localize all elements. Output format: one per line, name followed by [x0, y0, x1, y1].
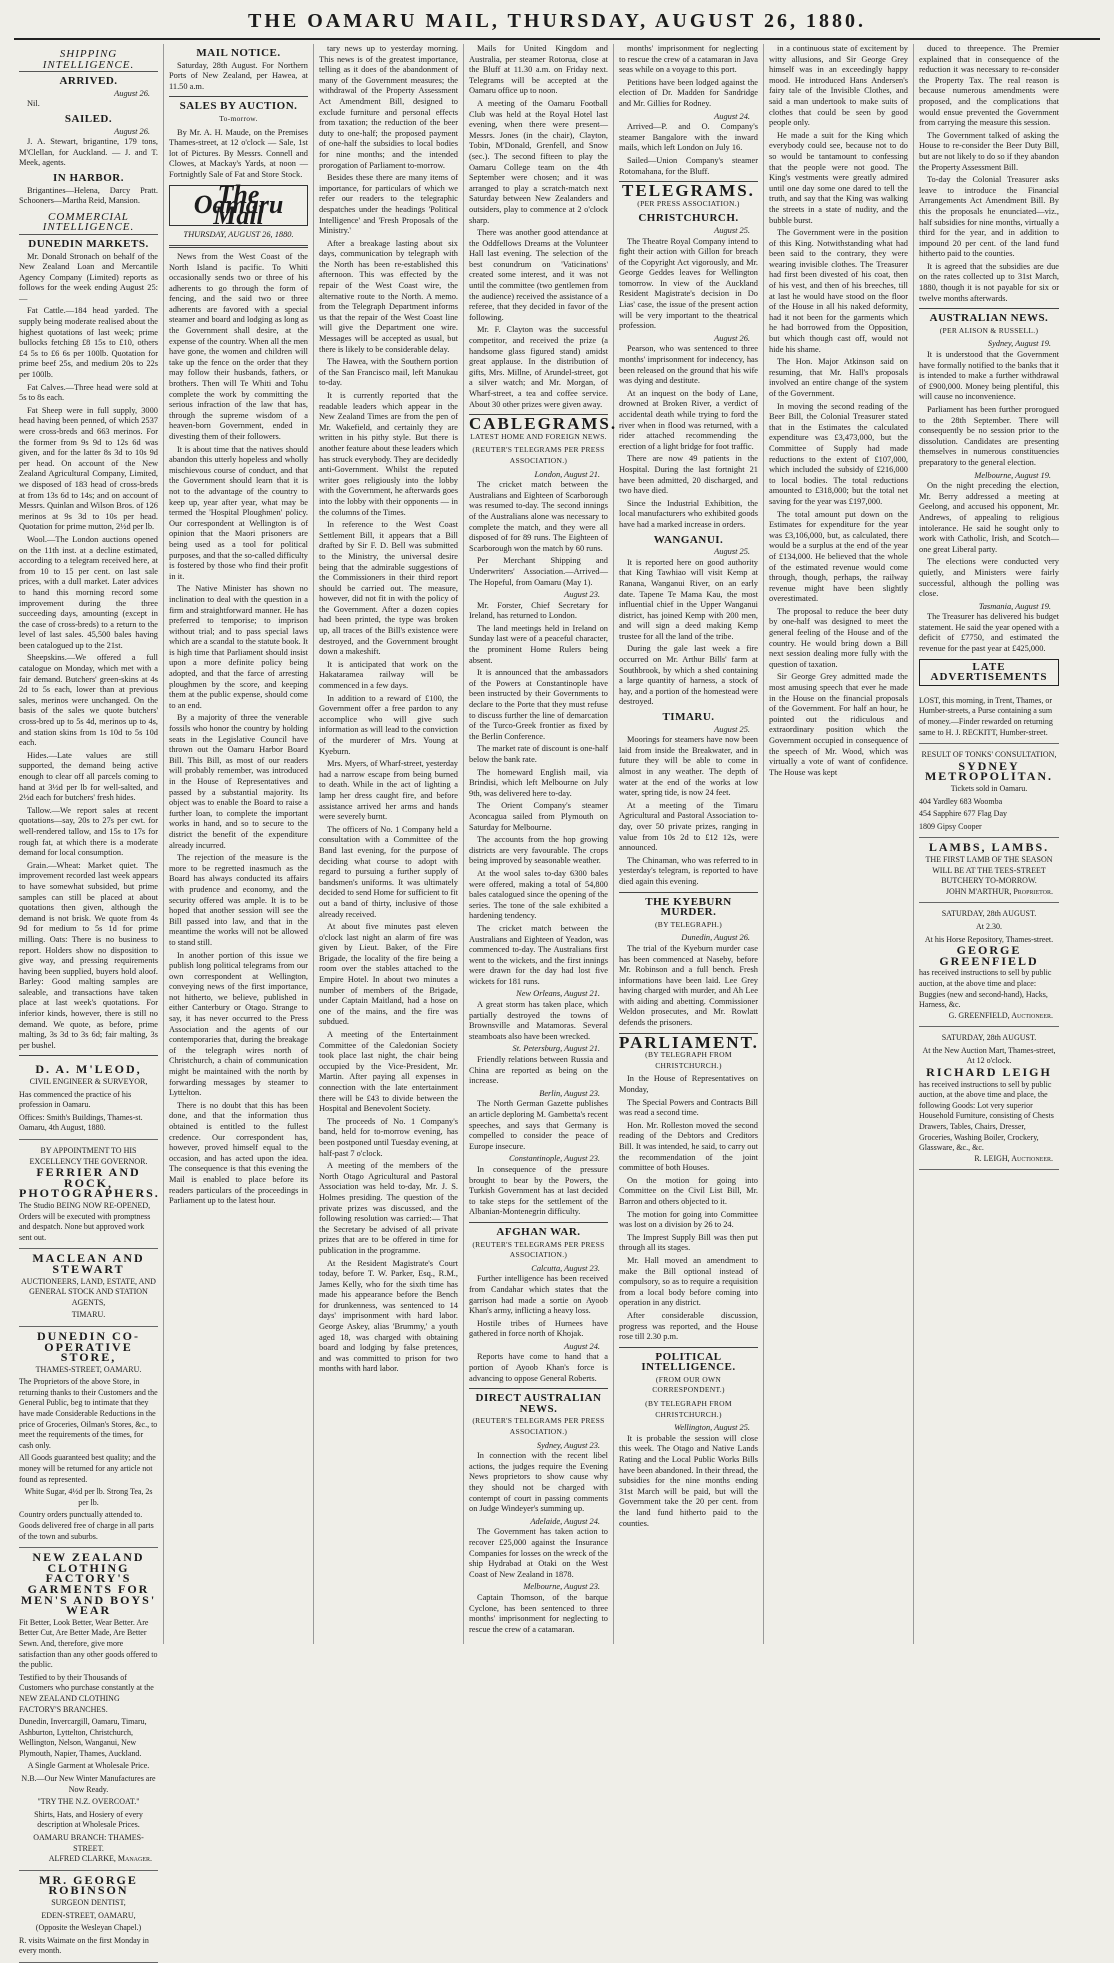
dateline: London, August 21. — [534, 469, 600, 479]
divider — [619, 892, 758, 893]
advert-dentist-name: MR. GEORGE ROBINSON — [39, 1872, 138, 1898]
sales-subheading: To-morrow. — [219, 113, 258, 123]
advert-lost — [919, 690, 1059, 744]
advert-dentist-address: EDEN-STREET, OAMARU, — [41, 1910, 136, 1920]
news-paragraph: Sir George Grey admitted made the most amusing speech that ever he made in the House on the financial proposals of the Government. For half an hour, he pointed out the ridiculous and extraordinary position which the Government occupied in consequence of the speech of Mr. Wood, which was virtually a vote of want of confidence. The House was kept — [769, 672, 908, 777]
leader-paragraph: By a majority of three the venerable fossils who honor the country by holding seats in the Legislative Council have thrown out the Oamaru Harbor Board Bill. This Bill, as most of our readers will probably remember, was introduced in the House of Representatives and passed by a substantial majority. Its object was to enable the Board to raise a further loan, to complete the important works in hand, and so to secure to the district the benefit of the expenditure already incurred. — [169, 713, 308, 850]
news-paragraph: At about five minutes past eleven o'clock last night an alarm of fire was given by Lieut. Baker, of the Fire Brigade, the locality of the fire being a room over the stables attached to the Empire Hotel. In about two minutes a number of members of the Brigade, under Captain Maitland, had a hose on one of the mains, and the fire was subdued. — [319, 922, 458, 1027]
leader-paragraph: There is no doubt that this has been done, and that the information thus obtained is entitled to the fullest credence. Our correspondent has, however, proved himself equal to the occasion, and has acted upon the idea. The consequence is that this evening the Mail is enabled to place before its readers particulars of the proceedings in Parliament up to the latest hour. — [169, 1100, 308, 1206]
advert-sydney-heading: RESULT OF TONKS' CONSULTATION, — [921, 750, 1057, 760]
news-paragraph: in a continuous state of excitement by witty allusions, and Sir George Grey himself was in an exceedingly happy mood. He introduced Hans Andersen's fairy tale of the Invisible Clothes, and said a man undertook to make suits of clothes that could be seen by good people only. — [769, 44, 908, 128]
divider — [169, 96, 308, 97]
news-paragraph: The proposal to reduce the beer duty by one-half was designed to meet the general feeling of the House and of the country. He would bring down a Bill next session dealing more fully with the question of taxation. — [769, 606, 908, 669]
cable-paragraph: The accounts from the hop growing districts are very favourable. The crops being improved by seasonable weather. — [469, 835, 608, 866]
cable-paragraph: The cricket match between the Australians and Eighteen of Yeadon, was commenced to-day. The Australians first went to the wickets, and the first innings were drawn for the day had lost five wickets for 181 runs. — [469, 923, 608, 986]
advert-coop-tail: Country orders punctually attended to. Goods delivered free of charge in all parts of the town and suburbs. — [19, 1510, 154, 1541]
telegram-paragraph: Pearson, who was sentenced to three months' imprisonment for indecency, has been released on the ground that his wife was dying and destitute. — [619, 344, 758, 386]
dateline: Sydney, August 23. — [536, 1440, 600, 1450]
news-paragraph: The Hon. Major Atkinson said on resuming, that Mr. Hall's proposals involved an entire change of the system of the Government. — [769, 357, 908, 398]
column-7 — [914, 44, 1064, 1644]
advert-greenfield-signature: G. GREENFIELD, Auctioneer. — [948, 1010, 1053, 1020]
divider — [19, 1055, 158, 1056]
advert-sydney-consultation — [919, 744, 1059, 838]
sales-body: By Mr. A. H. Maude, on the Premises Thames-street, at 12 o'clock — Sale, 1st lot of Pictures. By Messrs. Connell and Clowes, at Mackay's Yards, at noon — Fortnightly Sale of Fat and Store Stock. — [169, 127, 308, 179]
news-paragraph: To-day the Colonial Treasurer asks leave to introduce the Financial Arrangements Act Amendment Bill. By this the proposals he enunciated—viz., half subsidies for nine months, virtually a third for the year, and in addition to impound 20 per cent. of the land fund hitherto paid to the counties. — [919, 175, 1059, 259]
australian-news-heading: AUSTRALIAN NEWS. — [929, 312, 1049, 325]
cable-paragraph: The market rate of discount is one-half below the bank rate. — [469, 744, 608, 764]
telegram-paragraph: The Theatre Royal Company intend to fight their action with Gillon for breach of the Copyright Act vigorously, and Mr. George Geddes leaves for Wellington tomorrow. In view of the Auckland Resident Magistrate's decision in Do Lias' case, the issue of the present action will be very important to the theatrical profession. — [619, 236, 758, 331]
telegram-paragraph: At an inquest on the body of Lane, drowned at Broken River, a verdict of accidental death while trying to ford the river when in flood was returned, with a rider attached recommending the erection of a light bridge for foot traffic. — [619, 388, 758, 451]
political-subcredit: (BY TELEGRAPH FROM CHRISTCHURCH.) — [645, 1399, 732, 1419]
kyeburn-paragraph: The trial of the Kyeburn murder case has been commenced at Naseby, before Mr. Robinson and a full bench. Fresh informations have been laid. Lee Grey having charged with murder, and Ah Lee with aiding and abetting. Commissioner Weldon prosecutes, and Mr. Rowlatt defends the prisoners. — [619, 943, 758, 1028]
advert-dentist-title: SURGEON DENTIST, — [51, 1898, 126, 1907]
advert-leigh-place: At the New Auction Mart, Thames-street, At 12 o'clock. — [922, 1045, 1056, 1066]
cable-paragraph: The cricket match between the Australians and Eighteen of Scarborough was resumed to-day. The second innings of the Australians alone was necessary to complete the match, and they were all disposed of for 89 runs. The Eighteen of Scarborough won the match by 60 runs. — [469, 480, 608, 553]
advert-mcleod — [19, 1060, 158, 1140]
kyeburn-heading: THE KYEBURN MURDER. — [645, 895, 732, 919]
advert-sydney-line: 1809 Gipsy Cooper — [919, 821, 982, 831]
political-heading: POLITICAL INTELLIGENCE. — [641, 1350, 736, 1374]
telegram-paragraph: Since the Industrial Exhibition, the local manufacturers who exhibited goods have had a marked increase in orders. — [619, 498, 758, 529]
dateline: August 23. — [564, 590, 600, 600]
markets-paragraph: Fat Cattle.—184 head yarded. The supply being moderate realised about the highest quotations of last week; prime bullocks fetching £8 15s to £10, others £4 5s to £6 6s per 100lb. Quotation for prime beef 25s, and medium 20s to 22s per 100lb. — [19, 306, 158, 380]
newspaper-flag: The Oamaru Mail — [169, 185, 308, 227]
telegram-paragraph: It is reported here on good authority that King Tawhiao will visit Kemp at Ranana, Wanganui River, on an early date. Tapene Te Mama Kau, the most influential chief in the Upper Wanganui district, has joined Kemp with 200 men, and will sign a deed making Kemp trustee for all the land of the tribe. — [619, 557, 758, 641]
advert-photographers-firm: FERRIER AND ROCK, PHOTOGRAPHERS. — [19, 1165, 160, 1201]
advert-clothing-note: Testified to by their Thousands of Customers who purchase constantly at the NEW ZEALAND CLOTHING FACTORY'S BRANCHES. — [19, 1672, 154, 1714]
australian-paragraph: The elections were conducted very quietly, and Ministers were fairly successful, although the polling was close. — [919, 557, 1059, 599]
cablegrams-credit: (REUTER'S TELEGRAMS PER PRESS ASSOCIATION.) — [472, 445, 605, 465]
news-paragraph: The officers of No. 1 Company held a consultation with a Committee of the Band last evening, for the purpose of deciding what course to adopt with regard to pursuing a further supply of bandsmen's uniforms. It was ultimately decided to send Home for sufficient to fit out a band of thirty, inclusive of those already received. — [319, 824, 458, 919]
news-paragraph: It is anticipated that work on the Hakataramea railway will be commenced in a few days. — [319, 659, 458, 691]
advert-dentist — [19, 1871, 158, 1963]
dateline: Melbourne, August 23. — [523, 1582, 600, 1592]
advert-coop-store — [19, 1327, 158, 1548]
dateline: August 25. — [714, 724, 750, 734]
advert-photographers — [19, 1140, 158, 1249]
telegram-paragraph: There are now 49 patients in the Hospital. During the last fortnight 21 have been admitted, 20 discharged, and two have died. — [619, 454, 758, 496]
australian-paragraph: The Treasurer has delivered his budget statement. He said the year opened with a deficit of £7750, and estimated the revenue for the past year at £425,000. — [919, 612, 1059, 654]
masthead-title: THE OAMARU MAIL, THURSDAY, AUGUST 26, 1880. — [248, 10, 866, 32]
harbor-text: Brigantines—Helena, Darcy Pratt. Schooners—Martha Reid, Mansion. — [19, 185, 158, 206]
advert-coop-heading: DUNEDIN CO-OPERATIVE STORE, — [37, 1328, 140, 1365]
advert-coop-body: The Proprietors of the above Store, in returning thanks to their Customers and the General Public, beg to intimate that they have made Considerable Reductions in the price of Groceries, Oilman's Stores, &c., to meet the requirements of the times, for cash only. — [19, 1377, 158, 1450]
cable-paragraph: The land meetings held in Ireland on Sunday last were of a peaceful character, the prominent Home Rulers being absent. — [469, 623, 608, 665]
kyeburn-credit: (BY TELEGRAPH.) — [655, 919, 722, 929]
advert-lambs-signature: JOHN M'ARTHUR, Proprietor. — [945, 886, 1053, 896]
markets-paragraph: Sheepskins.—We offered a full catalogue on Monday, which met with a fair demand. Butchers' green-skins at 4s 2d to 5s each, lower than at previous sales, merinos were unchanged. On the basis of the sales we quote butchers' cross-bred up to 5s 4d, merinos up to 4s, and station skins from 1s 10d to 5s 10d each. — [19, 653, 158, 748]
column-1 — [14, 44, 164, 1956]
dateline: August 26. — [714, 333, 750, 343]
afghan-paragraph: Reports have come to hand that a portion of Ayoob Khan's force is advancing to oppose General Roberts. — [469, 1352, 608, 1383]
cablegrams-subheading: LATEST HOME AND FOREIGN NEWS. — [470, 431, 607, 441]
parliament-paragraph: Hon. Mr. Rolleston moved the second reading of the Debtors and Creditors Bill. It was intended, he said, to carry out the recommendation of the joint committee of both Houses. — [619, 1120, 758, 1173]
advert-mcleod-body: Has commenced the practice of his profession in Oamaru. — [19, 1089, 132, 1110]
arrived-text: Nil. — [27, 99, 40, 109]
advert-sydney-line: 454 Sapphire 677 Flag Day — [919, 809, 1007, 819]
advert-dentist-note: R. visits Waimate on the first Monday in every month. — [19, 1935, 149, 1956]
afghan-war-heading: AFGHAN WAR. — [496, 1225, 581, 1238]
advert-sydney-line: 404 Yardley 683 Woomba — [919, 796, 1003, 806]
australian-paragraph: It is understood that the Government have formally notified to the banks that it is intended to make a further withdrawal of £900,000. Money being plentiful, this will cause no inconvenience. — [919, 350, 1059, 402]
afghan-war-credit: (REUTER'S TELEGRAMS PER PRESS ASSOCIATION.) — [472, 1239, 605, 1260]
afghan-paragraph: Hostile tribes of Hurnees have gathered in force north of Khojak. — [469, 1318, 608, 1339]
cable-paragraph: At the wool sales to-day 6300 bales were offered, making a total of 54,800 bales catalogued since the opening of the series. The tone of the sale exhibited a hardening tendency. — [469, 868, 608, 921]
advert-sydney-subheading: SYDNEY METROPOLITAN. — [924, 758, 1054, 784]
telegrams-heading: TELEGRAMS. — [622, 181, 755, 201]
news-paragraph: The Government were in the position of this King. Notwithstanding what had been said to the contrary, they were wearing invisible clothes. The Treasurer had first been divested of his coat, then of his vest, and then of his breeches, till at last he would have stood on the floor of the House in all his naked deformity, had it not been for the garments which he had borrowed from the Opposition, but which though cast off, would not hide his shame. — [769, 228, 908, 354]
advert-clothing-manager: ALFRED CLARKE, Manager. — [48, 1854, 152, 1864]
news-paragraph: Mr. F. Clayton was the successful competitor, and received the prize (a handsome glass figured stand) amidst great applause. In the distribution of gifts, Mrs. Millne, of Arundel-street, got a silver watch; and Mr. Morgan, of Wharf-street, a tea and coffee service. About 30 other prizes were given away. — [469, 325, 608, 409]
australian-paragraph: On the night preceding the election, Mr. Berry addressed a meeting at Geelong, and accused his opponent, Mr. Andrews, of appealing to religious intolerance. He said he sought only to work with Catholic, Irish, and Scotch—one great Liberal party. — [919, 481, 1059, 554]
telegram-paragraph: Moorings for steamers have now been laid from inside the Breakwater, and in future they will be able to come in almost in any weather. The depth of water at the end of the works at low water, spring tide, is now 24 feet. — [619, 735, 758, 798]
australian-news-credit: (REUTER'S TELEGRAMS PER PRESS ASSOCIATION.) — [472, 1416, 605, 1437]
dateline: Melbourne, August 19. — [974, 470, 1051, 480]
markets-paragraph: Fat Sheep were in full supply, 3000 head having been penned, of which 2537 were cross-breds and 663 merinos. For the former from 9s 9d to 12s 6d was given, and for the latter 8s 3d to 10s 9d per head. On account of the New Zealand Agricultural Company, Limited, we disposed of 183 head of cross-breds at from 13s 6d to 14s; and on account of Messrs. Quinlan and Wilson Bros. of 126 merinos at 9s 3d to 10s per head. Quotation for prime mutton, 2½d per lb. — [19, 405, 158, 532]
advert-photographers-body: The Studio BEING NOW RE-OPENED, Orders will be executed with promptness and despatch. None but approved work sent out. — [19, 1200, 151, 1242]
advert-maclean-firm: MACLEAN AND STEWART — [32, 1251, 145, 1276]
parliament-paragraph: The motion for going into Committee was lost on a division by 26 to 24. — [619, 1209, 758, 1230]
markets-paragraph: Wool.—The London auctions opened on the 11th inst. at a decline estimated, according to a telegram received here, at from 10 to 15 per cent. on last sale prices, with a dull market. Later advices to hand this morning record some improvement during the three succeeding days, amounting (except in the case of cross-breds) to a return to the level of last sales. 45,500 bales having been catalogued up to the 21st. — [19, 534, 158, 650]
leader-paragraph: The rejection of the measure is the more to be regretted inasmuch as the Board has always conducted its affairs with prudence and economy, and the security offered was ample. It is to be hoped that another session will see the Bill passed into law, and that in the meantime the works will not be allowed to stand still. — [169, 853, 308, 947]
place-heading: CHRISTCHURCH. — [638, 212, 739, 225]
cable-paragraph: The Orient Company's steamer Aconcagua sailed from Plymouth on Saturday for Melbourne. — [469, 801, 608, 832]
cable-paragraph: Friendly relations between Russia and China are reported as being on the increase. — [469, 1055, 608, 1086]
advert-clothing-wholesale: A Single Garment at Wholesale Price. — [27, 1761, 150, 1771]
advert-coop-items: White Sugar, 4½d per lb. Strong Tea, 2s per lb. — [24, 1487, 153, 1507]
parliament-heading: PARLIAMENT. — [619, 1032, 759, 1052]
telegram-paragraph: During the gale last week a fire occurred on Mr. Arthur Bills' farm at Southbrook, by which a shed containing a large quantity of harness, a stock of hay, and a portion of the homestead were destroyed. — [619, 644, 758, 707]
news-paragraph: In addition to a reward of £100, the Government offer a free pardon to any accomplice who will give such information as will lead to the conviction of the murderer of Mrs. Young at Kyeburn. — [319, 693, 458, 756]
dateline: August 25. — [714, 547, 750, 557]
advert-lambs — [919, 838, 1059, 903]
news-paragraph: Besides these there are many items of importance, for particulars of which we refer our readers to the telegraphic despatches under the headings 'Political Intelligence' and 'Fresh Proposals of the Ministry.' — [319, 173, 458, 236]
cable-paragraph: A great storm has taken place, which partially destroyed the towns of Brownsville and Matamoras. Several steamboats also have been wrecked. — [469, 1000, 608, 1041]
dateline: St. Petersburg, August 21. — [512, 1044, 600, 1054]
dateline: Sydney, August 19. — [987, 339, 1051, 349]
dateline: Wellington, August 25. — [674, 1423, 750, 1433]
advert-dentist-opposite: (Opposite the Wesleyan Chapel.) — [35, 1923, 142, 1933]
place-heading: TIMARU. — [662, 711, 715, 724]
advert-greenfield — [919, 903, 1059, 1027]
column-3 — [314, 44, 464, 1644]
columns — [14, 44, 1100, 1956]
news-paragraph: The proceeds of No. 1 Company's band, held for to-morrow evening, has been postponed until Tuesday evening, at half-past 7 o'clock. — [319, 1116, 458, 1158]
news-paragraph: After a breakage lasting about six days, communication by telegraph with the North has been re-established this afternoon. This was effected by the repair of the West Coast wire, the alternative route to the North. A memo. from the Telegraph Department informs us that the repair of the West Coast line will give the Department one wire. Messages will be accepted as usual, but there is likely to be considerable delay. — [319, 238, 458, 354]
parliament-credit: (BY TELEGRAPH FROM CHRISTCHURCH.) — [645, 1050, 732, 1070]
divider — [469, 1388, 608, 1389]
australian-paragraph: Parliament has been further prorogued to the 28th September. There will consequently be no session prior to the dissolution. Candidates are presenting themselves in numerous constituencies preparatory to the general election. — [919, 405, 1059, 467]
cable-paragraph: Mr. Forster, Chief Secretary for Ireland, has returned to London. — [469, 600, 608, 621]
news-paragraph: The total amount put down on the Estimates for expenditure for the year was £3,106,000, but, as calculated, there would be a surplus at the end of the year of £134,000. He believed that the whole of the estimated revenue would come through, though, perhaps, the railway revenue might have been slightly overestimated. — [769, 509, 908, 604]
column-6 — [764, 44, 914, 1644]
advert-lost-body: LOST, this morning, in Trent, Thames, or Humber-streets, a Purse containing a sum of money.—Finder rewarded on returning same to H. J. RECKITT, Humber-street. — [919, 695, 1053, 737]
news-paragraph: The Hawea, with the Southern portion of the San Francisco mail, left Manukau to-day. — [319, 357, 458, 388]
news-paragraph: months' imprisonment for neglecting to rescue the crew of a catamaran in Java seas while on a voyage to this port. — [619, 44, 758, 75]
cable-paragraph: It is announced that the ambassadors of the Powers at Constantinople have been instructed by their Governments to declare to the Porte that they must refuse to discuss further the line of demarcation of the Turco-Greek frontier as fixed by the Berlin Conference. — [469, 668, 608, 741]
news-paragraph: He made a suit for the King which everybody could see, because not to do so would be tantamount to confessing that the people were not good. The King's vestments were greatly admired until one day some one dared to tell the truth, and say that the King was walking the streets in a state of nudity, and the bubble burst. — [769, 130, 908, 225]
advert-clothing-heading: NEW ZEALAND CLOTHING FACTORY'S GARMENTS FOR MEN'S AND BOYS' WEAR — [20, 1550, 157, 1618]
news-paragraph: It is currently reported that the readable leaders which appear in the New Zealand Times are from the pen of Mr. Wakefield, and certainly they are written in his pithy style. But there is another feature about these leaders which has struck everybody. They are decidedly anti-Government. Whilst the reputed writer goes religiously into the lobby with the Government, he afterwards goes into the lobby with their opponents — in the columns of the Times. — [319, 391, 458, 517]
advert-greenfield-time: At 2.30. — [976, 921, 1002, 931]
dateline: August 24. — [714, 111, 750, 121]
advert-clothing-shirts: Shirts, Hats, and Hosiery of every description at Wholesale Prices. — [34, 1809, 143, 1830]
advert-clothing-overcoat: "TRY THE N.Z. OVERCOAT." — [37, 1797, 140, 1807]
dateline: Constantinople, August 23. — [508, 1154, 600, 1164]
dateline: August 24. — [564, 1341, 600, 1351]
news-paragraph: duced to threepence. The Premier explained that in consequence of the reduction it was necessary to re-consider the Property Tax. The real reason is because numerous amendments were proposed, and the complications that would ensue prevented the Government from carrying the measure this session. — [919, 44, 1059, 128]
news-paragraph: Sailed—Union Company's steamer Rotomahana, for the Bluff. — [619, 155, 758, 176]
harbor-heading: IN HARBOR. — [52, 171, 124, 184]
markets-paragraph: Fat Calves.—Three head were sold at 5s to 8s each. — [19, 382, 158, 403]
news-paragraph: A meeting of the Entertainment Committee of the Caledonian Society took place last night, the chair being occupied by the Vice-President, Mr. Martin. After paying all expenses in connection with the late entertainment there will be £43 to divide between the Hospital and Benevolent Society. — [319, 1030, 458, 1114]
advert-appointment: BY APPOINTMENT TO HIS EXCELLENCY THE GOVERNOR. — [29, 1146, 148, 1166]
shipping-heading: SHIPPING INTELLIGENCE. — [19, 47, 158, 72]
sales-heading: SALES BY AUCTION. — [179, 100, 298, 113]
divider — [469, 1222, 608, 1223]
news-paragraph: A meeting of the Oamaru Football Club was held at the Royal Hotel last evening, when there were present—Messrs. Jones (in the chair), Clayton, Tobin, M'Donald, Grenfell, and Snow (sec.). The second fifteen to play the Oamaru College team on the 4th September were chosen; and it was arranged to play a scratch-match next Saturday between New Zealanders and outsiders, play to commence at 2 o'clock sharp. — [469, 98, 608, 225]
mail-notice-heading: MAIL NOTICE. — [196, 47, 281, 59]
advert-clothing-new: N.B.—Our New Winter Manufactures are Now Ready. — [21, 1774, 156, 1794]
parliament-paragraph: Mr. Hall moved an amendment to make the Bill optional instead of compulsory, so as to require a requisition from a local body before coming into operation in any district. — [619, 1255, 758, 1308]
column-4 — [464, 44, 618, 1644]
flag-date: THURSDAY, AUGUST 26, 1880. — [183, 230, 294, 240]
advert-greenfield-place: At his Horse Repository, Thames-street. — [924, 934, 1054, 944]
news-paragraph: There was another good attendance at the Oddfellows Dreams at the Volunteer Hall last evening. The selection of the best conundrum on 'Vaticinations' created some interest, and it was not until the committee (two gentlemen from the audience) received the assistance of a referee, that they decided in favor of the following. — [469, 228, 608, 322]
divider — [919, 308, 1059, 309]
australian-paragraph: Captain Thomson, of the barque Cyclone, has been sentenced to three months' imprisonment for neglecting to rescue the crew of a catamaran. — [469, 1592, 608, 1634]
dateline: Calcutta, August 23. — [531, 1263, 600, 1273]
telegram-paragraph: At a meeting of the Timaru Agricultural and Pastoral Association to-day, over 50 private prizes, ranging in value from 10s 2d to £12 12s, were announced. — [619, 800, 758, 853]
parliament-paragraph: The Special Powers and Contracts Bill was read a second time. — [619, 1097, 758, 1118]
advert-clothing-towns: Dunedin, Invercargill, Oamaru, Timaru, Ashburton, Lyttelton, Christchurch, Wellington, Nelson, Wanganui, New Plymouth, Napier, Thames, Auckland. — [19, 1717, 147, 1758]
advert-leigh-signature: R. LEIGH, Auctioneer. — [974, 1153, 1053, 1163]
arrived-date: August 26. — [114, 88, 150, 98]
advert-mcleod-address: Offices: Smith's Buildings, Thames-st. Oamaru, 4th August, 1880. — [19, 1112, 143, 1133]
telegram-paragraph: The Chinaman, who was referred to in yesterday's telegram, is reported to have died again this evening. — [619, 855, 758, 886]
news-paragraph: It is agreed that the subsidies are due on the rates collected up to 31st March, 1880, though it is not payable for six or twelve months afterwards. — [919, 261, 1059, 303]
commercial-heading: COMMERCIAL INTELLIGENCE. — [19, 210, 158, 235]
australian-news-heading: DIRECT AUSTRALIAN NEWS. — [475, 1392, 602, 1415]
parliament-paragraph: The Imprest Supply Bill was then put through all its stages. — [619, 1232, 758, 1253]
leader-paragraph: The Native Minister has shown no inclination to deal with the question in a firm and straightforward manner. He has preferred to temporise; to imprison without trial; and to pass special laws which are a scandal to the statute book. It is high time that Parliament should insist upon a more definite policy being adopted, and that the farce of arresting ploughmen by the score, and keeping them at the public expense, should come to an end. — [169, 584, 308, 710]
column-2 — [164, 44, 314, 1644]
advert-coop-note: All Goods guaranteed best quality; and the money will be returned for any article not found as represented. — [19, 1453, 156, 1484]
parliament-paragraph: In the House of Representatives on Monday, — [619, 1074, 758, 1095]
mail-notice-body: Saturday, 28th August. For Northern Ports of New Zealand, per Hawea, at 11.50 a.m. — [169, 60, 308, 91]
advert-leigh-body: has received instructions to sell by public auction, at the above time and place, the following Goods: Lot very superior Household Furniture, consisting of Chests Drawers, Tables, Chairs, Dresser, Groceries, Washing Boiler, Crockery, Glassware, &c., &c. — [919, 1079, 1054, 1153]
dateline: New Orleans, August 21. — [516, 989, 600, 999]
news-paragraph: In moving the second reading of the Beer Bill, the Colonial Treasurer stated that in the Estimates the calculated expenditure was £3,473,000, but the Committee of Supply had made reductions to the extent of £107,000, which included the subsidy of £216,000 to local bodies. The total reductions amounted to £318,000; but the total net saving for the year was £197,000. — [769, 401, 908, 506]
advert-lambs-body: THE FIRST LAMB OF THE SEASON WILL BE AT THE TEES-STREET BUTCHERY TO-MORROW. — [925, 854, 1053, 886]
cable-paragraph: In consequence of the pressure brought to bear by the Powers, the Turkish Government has at last decided to take steps for the settlement of the Albanian-Montenegrin difficulty. — [469, 1164, 608, 1217]
markets-paragraph: Tallow.—We report sales at recent quotations—say, 20s to 27s per cwt. for well-rendered tallow, and 15s to 17s for rough fat, at which there is a moderate demand for local consumption. — [19, 805, 158, 858]
advert-greenfield-name: GEORGE GREENFIELD — [939, 943, 1039, 968]
markets-paragraph: Hides.—Late values are still supported, the demand being active enough to clear off all parcels coming to hand at 3½d per lb for well-salted, and 2½d each for butchers' fresh hides. — [19, 750, 158, 803]
news-paragraph: A meeting of the members of the North Otago Agricultural and Pastoral Association was held to-day, Mr. J. S. Holmes presiding. The question of the private prizes was discussed, and the following resolution was carried:— That the Secretary be advised of all private prizes that are to be offered in time for publication in the programme. — [319, 1161, 458, 1255]
advert-lambs-heading: LAMBS, LAMBS. — [928, 840, 1050, 855]
news-paragraph: Mails for United Kingdom and Australia, per steamer Rotorua, close at the Bluff at 11.30 a.m. on Friday next. Telegrams will be accepted at the Oamaru office up to noon. — [469, 44, 608, 96]
australian-paragraph: The Government has taken action to recover £25,000 against the Insurance Companies for losses on the wreck of the ship Hydrabad at Otaki on the West Coast of New Zealand in 1878. — [469, 1527, 608, 1579]
news-paragraph: Mrs. Myers, of Wharf-street, yesterday had a narrow escape from being burned to death. While in the act of lighting a lamp her dress caught fire, and before assistance arrived her arms and hands were severely burnt. — [319, 759, 458, 822]
sailed-heading: SAILED. — [64, 112, 113, 125]
australian-paragraph: In connection with the recent libel actions, the judges require the Evening News proprietors to show cause why they should not be charged with contempt of court in passing comments on Judge Windeyer's summing up. — [469, 1451, 608, 1514]
news-paragraph: Petitions have been lodged against the election of Dr. Madden for Sandridge and Mr. Gillies for Rodney. — [619, 77, 758, 108]
markets-heading: DUNEDIN MARKETS. — [28, 237, 149, 250]
advert-mcleod-name: D. A. M'LEOD, — [35, 1062, 142, 1077]
parliament-paragraph: After considerable discussion, progress was reported, and the House rose till 2.30 p.m. — [619, 1310, 758, 1342]
cablegrams-heading: CABLEGRAMS. — [469, 414, 618, 434]
dateline: August 25. — [714, 225, 750, 235]
afghan-paragraph: Further intelligence has been received from Candahar which states that the garrison had made a sortie on Ayoob Khan's army, inflicting a heavy loss. — [469, 1274, 608, 1316]
advert-greenfield-body: has received instructions to sell by public auction, at the above time and place: Buggies (new and second-hand), Hacks, Harness, &c. — [919, 968, 1052, 1010]
advert-maclean-town: TIMARU. — [71, 1310, 106, 1320]
dateline: Adelaide, August 24. — [530, 1516, 600, 1526]
leader-paragraph: In another portion of this issue we publish long political telegrams from our own correspondent at Wellington, conveying news of the first importance, not hitherto, we believe, published in either Canterbury or Otago. Strange to say, it has never occurred to the Press Association and the agents of our contemporaries that, during the breakage of the telegraph wires north of Christchurch, a chain of communication might be maintained with the north by forwarding messages by steamer to Lyttelton. — [169, 950, 308, 1098]
arrived-heading: ARRIVED. — [59, 75, 118, 88]
political-credit: (FROM OUR OWN CORRESPONDENT.) — [652, 1374, 725, 1395]
advert-maclean — [19, 1249, 158, 1327]
advert-leigh-date: SATURDAY, 28th AUGUST. — [941, 1033, 1037, 1043]
dateline: Tasmania, August 19. — [978, 601, 1051, 611]
sailed-date: August 26. — [114, 126, 150, 136]
advert-coop-address: THAMES-STREET, OAMARU. — [35, 1364, 142, 1374]
advert-clothing-branch: OAMARU BRANCH: THAMES-STREET. — [33, 1833, 144, 1853]
advert-leigh — [919, 1027, 1059, 1170]
advert-clothing-body: Fit Better, Look Better, Wear Better. Are Better Cut, Are Better Made, Are Better Sewn. And, therefore, give more satisfaction than any other goods offered to the public. — [19, 1617, 158, 1670]
news-paragraph: Arrived—P. and O. Company's steamer Bangalore with the inward mails, which left London on July 16. — [619, 122, 758, 153]
cable-paragraph: Per Merchant Shipping and Underwriters' Association.—Arrived—The Hopeful, from Oamaru (May 1). — [469, 556, 608, 587]
parliament-paragraph: On the motion for going into Committee on the Civil List Bill, Mr. Barron and others objected to it. — [619, 1175, 758, 1206]
news-paragraph: At the Resident Magistrate's Court today, before T. W. Parker, Esq., R.M., James Kelly, who for the sixth time has made his appearance before the Bench for drunkenness, was sentenced to 14 days' imprisonment with hard labor. George Askey, alias 'Brummy,' a youth aged 18, was charged with obtaining board and lodging by false pretences, and was committed to prison for two months with hard labor. — [319, 1258, 458, 1374]
news-paragraph: tary news up to yesterday morning. This news is of the greatest importance, telling as it does of the abandonment of many of the Government measures; the withdrawal of the Property Assessment Act Amendment Bill, designed to exclude furniture and personal effects from taxation; the reduction of the beer duty to one-half; the proposed payment of one-half the subsidies to local bodies for nine months; and the intended prorogation of Parliament to-morrow. — [319, 44, 458, 170]
advert-mcleod-title: CIVIL ENGINEER & SURVEYOR, — [29, 1077, 148, 1087]
australian-news-credit: (PER ALISON & RUSSELL.) — [939, 325, 1039, 335]
divider — [619, 1347, 758, 1348]
political-paragraph: It is probable the session will close this week. The Otago and Native Lands Rating and the Local Public Works Bills have been abandoned. In their thread, the subsidies for the nine months ending 31st March will be paid, but will the Government take the 20 per cent. from the land fund hitherto paid to the counties. — [619, 1433, 758, 1528]
advert-clothing — [19, 1548, 158, 1871]
column-5 — [614, 44, 764, 1644]
markets-paragraph: Mr. Donald Stronach on behalf of the New Zealand Loan and Mercantile Agency Company (Limited) reports as follows for the week ending August 25:— — [19, 251, 158, 303]
divider — [169, 245, 308, 248]
advert-greenfield-date: SATURDAY, 28th AUGUST. — [941, 909, 1037, 919]
news-paragraph: The Government talked of asking the House to re-consider the Beer Duty Bill, but are not likely to do so if they abandon the Property Assessment Bill. — [919, 130, 1059, 172]
late-advertisements-heading: LATE ADVERTISEMENTS — [919, 659, 1059, 686]
dateline: Berlin, August 23. — [539, 1088, 600, 1098]
place-heading: WANGANUI. — [653, 533, 724, 546]
markets-paragraph: Grain.—Wheat: Market quiet. The improvement recorded last week appears to have somewhat subsided, but prime samples can still be placed at about quotations then given, although the demand is not brisk. We quote from 4s 9d for medium to 5s 1d for prime milling. Oats: There is no business to report. Holders show no disposition to give way, and pressing requirements having been supplied, buyers hold aloof. Barley: Good malting samples are saleable, and transactions have taken place at last week's quotations. For inferior kinds, however, there is still no demand. We quote, as before, prime malting, 3s 3d to 3s 6d; fair malting, 3s per bushel. — [19, 860, 158, 1050]
advert-leigh-name: RICHARD LEIGH — [926, 1065, 1052, 1080]
advert-sydney-tickets: Tickets sold in Oamaru. — [950, 784, 1028, 793]
dateline: Dunedin, August 26. — [681, 933, 750, 943]
advert-maclean-body: AUCTIONEERS, LAND, ESTATE, AND GENERAL STOCK AND STATION AGENTS, — [21, 1276, 156, 1307]
masthead — [14, 10, 1100, 40]
telegrams-credit: (PER PRESS ASSOCIATION.) — [637, 198, 740, 208]
cable-paragraph: The North German Gazette publishes an article deploring M. Gambetta's recent speeches, and says that Germany is compelled to consider the peace of Europe insecure. — [469, 1099, 608, 1151]
cable-paragraph: The homeward English mail, via Brindisi, which left Melbourne on July 9th, was delivered here to-day. — [469, 767, 608, 798]
leader-paragraph: It is about time that the natives should abandon this utterly hopeless and wholly mischievous course of conduct, and that the Government should learn that it is not to the advantage of the country to keep up, year after year, what may be termed the 'Hospital Ploughmen' policy. Our correspondent at Wellington is of opinion that the Maori prisoners are being used as a tool for political purposes, and that the so-called difficulty is fostered by those who find their profit in it. — [169, 444, 308, 581]
leader-paragraph: News from the West Coast of the North Island is pacific. To Whiti occasionally sends two or three of his adherents to go through the form of fencing, and the said two or three adherents are favored with a special steamer and board and lodging as long as the Government shall desire, at the expense of the country. When all the men have gone, the women and children will take up the fence on the order that they may follow their husbands, fathers, or brothers. Then will Te Whiti and Tohu complete the work by committing the serious infraction of the law that has, through the supreme wisdom of a heaven-born Government, ended in divesting them of their followers. — [169, 251, 308, 441]
news-paragraph: In reference to the West Coast Settlement Bill, it appears that a Bill drafted by Sir F. D. Bell was submitted to the Ministry, the universal desire being that the admirable suggestions of the Commissioners in their third report should be carried out. The measure, however, did not fit in with the policy of the Government. After a dozen copies had been printed, the type was broken up, all traces of the Bill's existence were destroyed, and the Government brought down a makeshift. — [319, 520, 458, 657]
sailed-text: J. A. Stewart, brigantine, 179 tons, M'Clellan, for Auckland. — J. and T. Meek, agents. — [19, 137, 158, 168]
